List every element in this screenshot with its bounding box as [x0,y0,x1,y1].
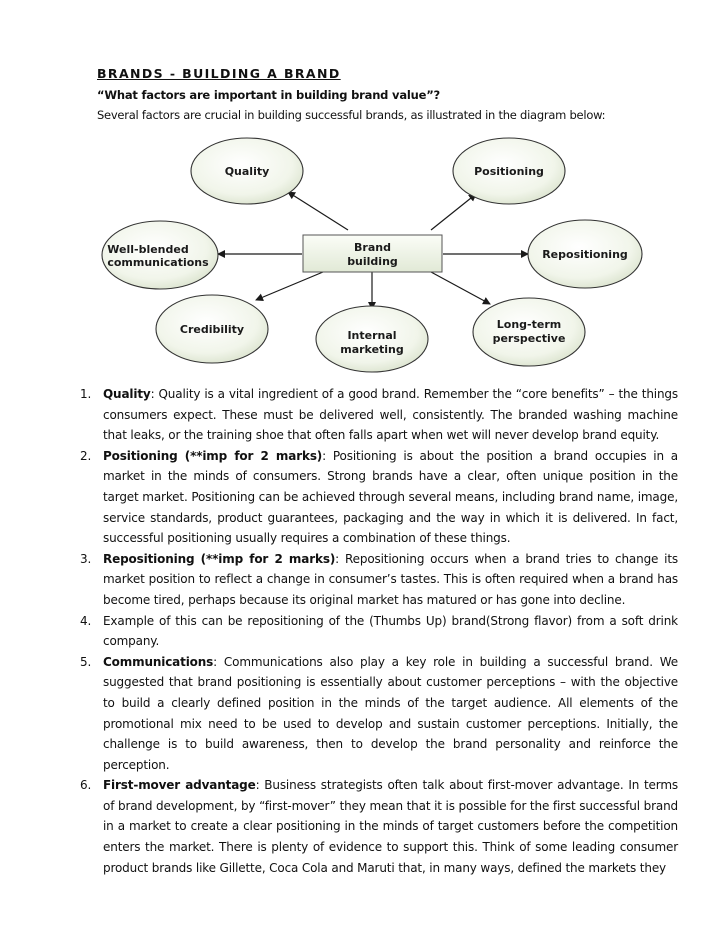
node-positioning [453,138,565,204]
item-term: Positioning (**imp for 2 marks) [103,448,323,463]
center-label-line2: building [347,255,398,268]
node-internal-line1: Internal [347,329,397,342]
item-term: Communications [103,654,214,669]
node-repositioning-label: Repositioning [542,248,628,261]
brand-building-box [303,235,442,272]
item-number: 5. [80,654,92,669]
node-quality [191,138,303,204]
arrow-to-quality [288,192,348,230]
node-longterm-line2: perspective [492,332,566,345]
node-credibility [156,295,268,363]
item-text: : Business strategists often talk about first-mover advantage. In terms of brand development, by “first-mover” they mean that it is possible for the first successful brand in a market to create a clear positioning in the minds of target customers before the competition enters the market. There is plenty of evidence to support this. Think of some leading consumer product brands like Gillette, Coca Cola and Maruti that, in many ways, defined the markets they [103,778,678,875]
node-communications-line2: communications [107,256,209,269]
node-repositioning [528,220,642,288]
node-credibility-label: Credibility [179,323,245,336]
item-term: First-mover advantage [103,778,256,793]
intro-paragraph: Several factors are crucial in building successful brands, as illustrated in the diagram below: [97,108,606,122]
item-term: Repositioning (**imp for 2 marks) [103,551,336,566]
arrow-to-positioning [431,194,476,230]
node-long-term-perspective [473,298,585,366]
item-number: 6. [80,778,92,793]
list-item [80,446,678,549]
arrow-to-credibility [256,272,323,300]
node-quality-label: Quality [224,165,270,178]
list-item [80,384,678,446]
item-number: 2. [80,448,92,463]
node-longterm-line1: Long-term [496,318,562,331]
factor-list [80,384,678,878]
item-text: : Repositioning occurs when a brand tries to change its market position to reflect a change in consumer’s tastes. This is often required when a brand has become tired, perhaps because its original market has matured or has gone into decline. [103,551,679,607]
list-item [80,549,678,611]
list-item [80,652,678,776]
list-item [80,775,678,878]
item-text: Example of this can be repositioning of the (Thumbs Up) brand(Strong flavor) from a soft drink company. [103,613,678,649]
center-label-line1: Brand [354,241,391,254]
arrow-to-long-term-perspective [431,272,490,304]
item-term: Quality [103,387,151,401]
node-communications [102,221,218,289]
item-text: : Positioning is about the position a brand occupies in a market in the minds of consumers. Strong brands have a clear, often unique position in the target market. Positioning can be achieved through several means, including brand name, image, service standards, product guarantees, packaging and the way in which it is delivered. In fact, successful positioning usually requires a combination of these things. [103,448,678,546]
item-number: 1. [80,387,92,401]
item-text: : Communications also play a key role in building a successful brand. We suggested that brand positioning is essentially about customer perceptions – with the objective to build a clearly defined position in the minds of the target audience. All elements of the promotional mix need to be used to develop and sustain customer perceptions. Initially, the challenge is to build awareness, then to develop the brand personality and reinforce the perception. [103,654,678,772]
page-title: BRANDS - BUILDING A BRAND [97,66,341,81]
node-internal-line2: marketing [340,343,404,356]
list-item [80,611,678,652]
question-line: “What factors are important in building brand value”? [97,88,441,102]
item-text: : Quality is a vital ingredient of a good brand. Remember the “core benefits” – the things consumers expect. These must be delivered well, consistently. The branded washing machine that leaks, or the training shoe that often falls apart when wet will never develop brand equity. [103,387,678,443]
node-internal-marketing [316,306,428,372]
node-positioning-label: Positioning [474,165,544,178]
node-communications-line1: Well-blended [107,243,189,256]
brand-building-diagram [96,132,684,374]
item-number: 4. [80,613,92,628]
item-number: 3. [80,551,92,566]
